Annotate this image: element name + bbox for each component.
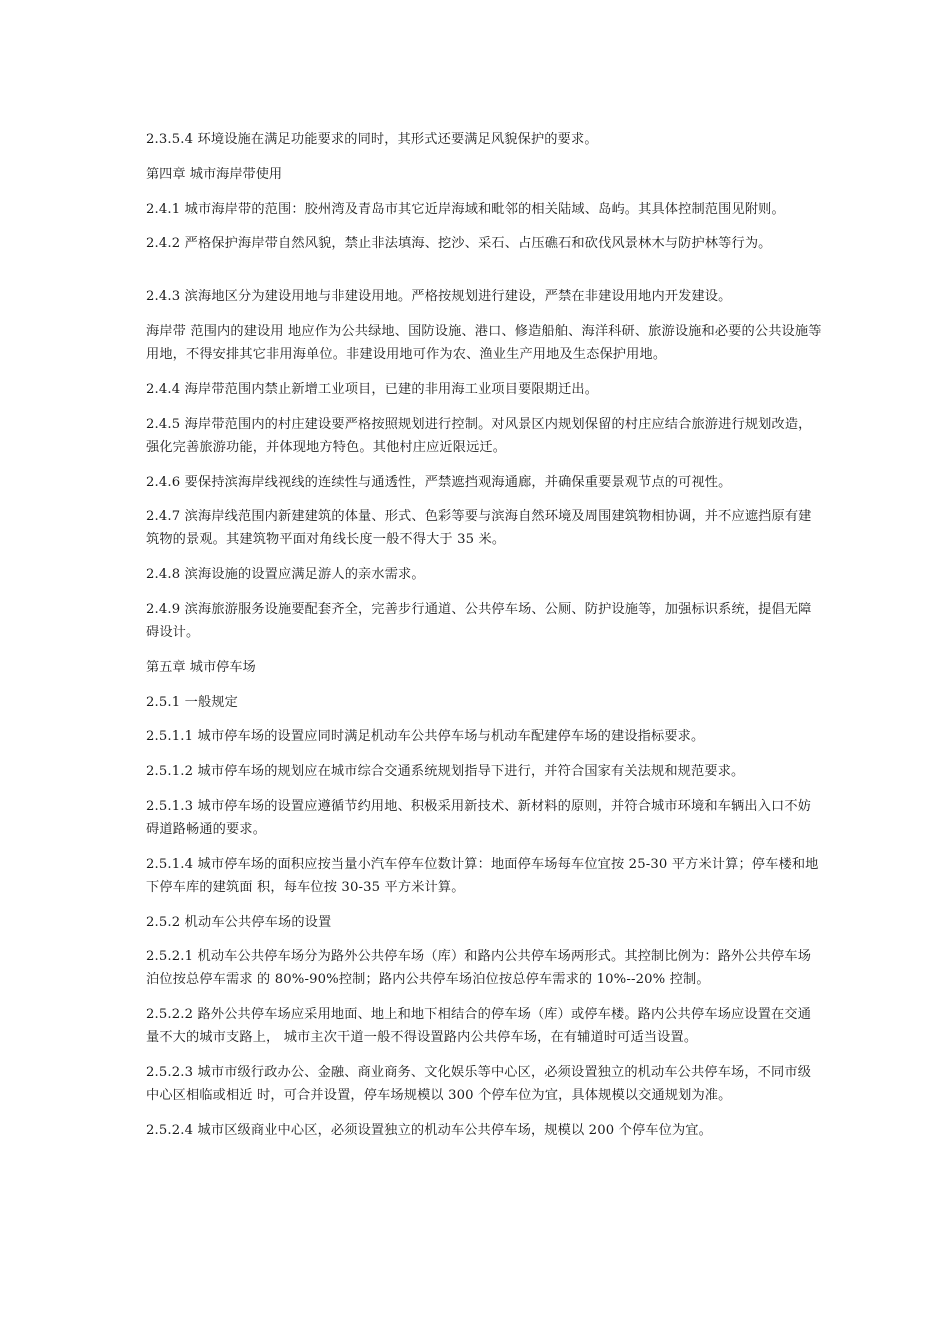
paragraph-2-5-1-3: 2.5.1.3 城市停车场的设置应遵循节约用地、积极采用新技术、新材料的原则，并符合城市环境和车辆出入口不妨碍道路畅通的要求。 (146, 798, 812, 837)
paragraph-2-4-1: 2.4.1 城市海岸带的范围：胶州湾及青岛市其它近岸海域和毗邻的相关陆域、岛屿。其具体控制范围见附则。 (146, 201, 785, 217)
paragraph-2-5-1-1: 2.5.1.1 城市停车场的设置应同时满足机动车公共停车场与机动车配建停车场的建设指标要求。 (146, 729, 705, 745)
chapter-4-heading: 第四章 城市海岸带使用 (146, 166, 283, 182)
paragraph-2-4-2: 2.4.2 严格保护海岸带自然风貌，禁止非法填海、挖沙、采石、占压礁石和砍伐风景林木与防护林等行为。 (146, 236, 772, 252)
paragraph-2-5-1-2: 2.5.1.2 城市停车场的规划应在城市综合交通系统规划指导下进行，并符合国家有关法规和规范要求。 (146, 764, 745, 780)
paragraph-2-4-6: 2.4.6 要保持滨海岸线视线的连续性与通透性，严禁遮挡观海通廊，并确保重要景观节点的可视性。 (146, 474, 732, 490)
paragraph-2-4-5: 2.4.5 海岸带范围内的村庄建设要严格按照规划进行控制。对风景区内规划保留的村庄应结合旅游进行规划改造，强化完善旅游功能，并体现地方特色。其他村庄应近限远迁。 (146, 416, 812, 455)
paragraph-2-3-5-4: 2.3.5.4 环境设施在满足功能要求的同时，其形式还要满足风貌保护的要求。 (146, 132, 598, 147)
paragraph-2-5-2-4: 2.5.2.4 城市区级商业中心区，必须设置独立的机动车公共停车场，规模以 200 个停车位为宜。 (146, 1122, 712, 1138)
paragraph-2-4-7: 2.4.7 滨海岸线范围内新建建筑的体量、形式、色彩等要与滨海自然环境及周围建筑物相协调，并不应遮挡原有建筑物的景观。其建筑物平面对角线长度一般不得大于 35 米。 (146, 509, 812, 548)
paragraph-2-4-8: 2.4.8 滨海设施的设置应满足游人的亲水需求。 (146, 567, 425, 583)
section-2-5-1-heading: 2.5.1 一般规定 (146, 694, 238, 710)
document-body (146, 128, 822, 1154)
paragraph-2-5-1-4: 2.5.1.4 城市停车场的面积应按当量小汽车停车位数计算：地面停车场每车位宜按 25-30 平方米计算；停车楼和地下停车库的建筑面 积，每车位按 30-35 平方米计算。 (146, 856, 819, 895)
paragraph-2-5-2-3: 2.5.2.3 城市市级行政办公、金融、商业商务、文化娱乐等中心区，必须设置独立的机动车公共停车场，不同市级中心区相临或相近 时，可合并设置，停车场规模以 300 个停车位为宜，具体规模以交通规划为准。 (146, 1064, 812, 1103)
paragraph-2-5-2-1: 2.5.2.1 机动车公共停车场分为路外公共停车场（库）和路内公共停车场两形式。其控制比例为：路外公共停车场泊位按总停车需求 的 80%-90%控制；路内公共停车场泊位按总停车需求的 10%--20% 控制。 (146, 949, 812, 988)
paragraph-2-4-9: 2.4.9 滨海旅游服务设施要配套齐全，完善步行通道、公共停车场、公厕、防护设施等，加强标识系统，提倡无障碍设计。 (146, 601, 812, 640)
paragraph-2-4-3: 2.4.3 滨海地区分为建设用地与非建设用地。严格按规划进行建设，严禁在非建设用地内开发建设。 (146, 289, 732, 305)
paragraph-2-4-4: 2.4.4 海岸带范围内禁止新增工业项目，已建的非用海工业项目要限期迁出。 (146, 381, 599, 397)
paragraph-2-5-2-2: 2.5.2.2 路外公共停车场应采用地面、地上和地下相结合的停车场（库）或停车楼。路内公共停车场应设置在交通量不大的城市支路上， 城市主次干道一般不得设置路内公共停车场，在有辅道时可适当设置。 (146, 1007, 812, 1046)
chapter-5-heading: 第五章 城市停车场 (146, 659, 256, 675)
section-2-5-2-heading: 2.5.2 机动车公共停车场的设置 (146, 914, 332, 930)
paragraph-coastal-land-use: 海岸带 范围内的建设用 地应作为公共绿地、国防设施、港口、修造船舶、海洋科研、旅游设施和必要的公共设施等用地，不得安排其它非用海单位。非建设用地可作为农、渔业生产用地及生态保护用地。 (146, 324, 822, 363)
